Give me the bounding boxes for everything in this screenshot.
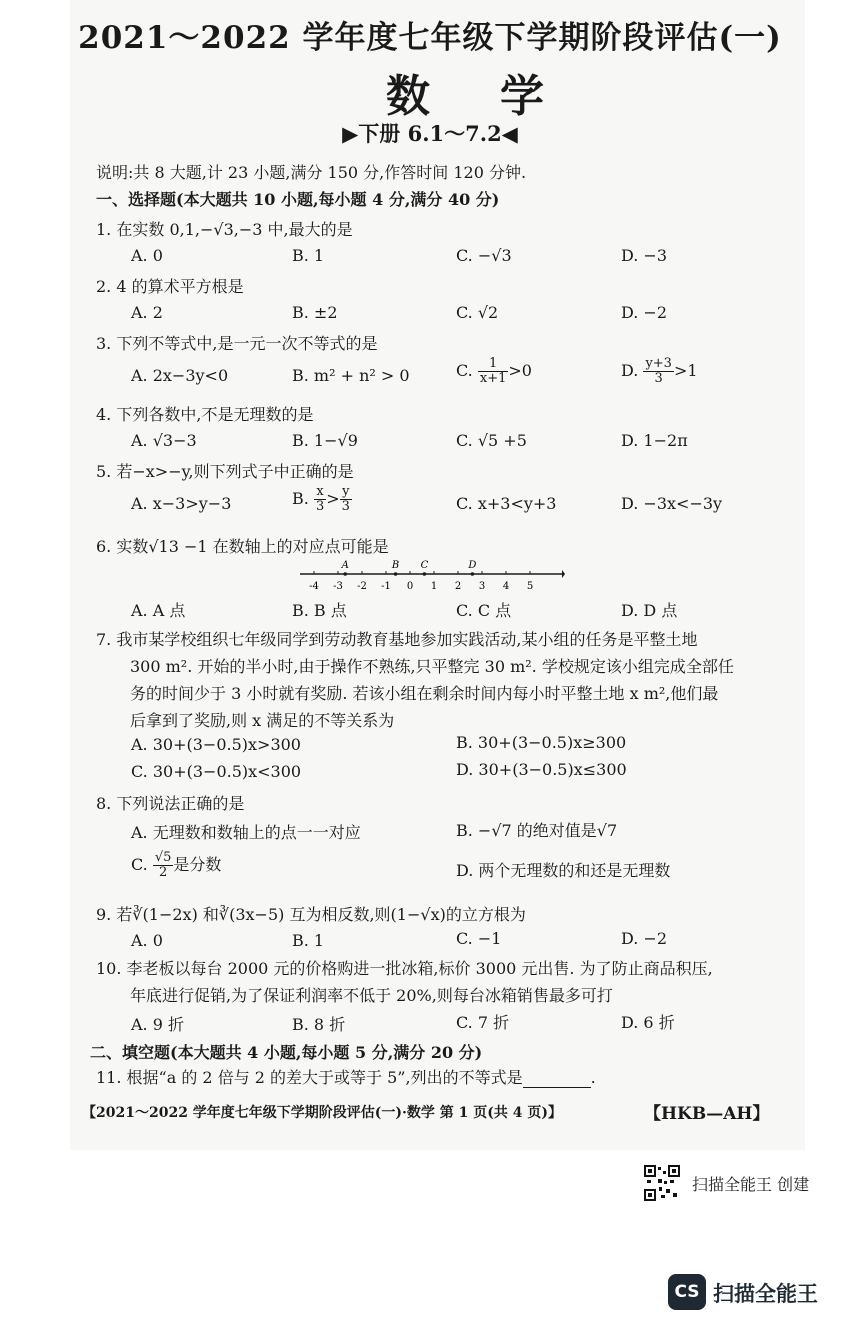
number-line-point xyxy=(343,572,347,576)
question-10-option-d: D. 6 折 xyxy=(621,1013,675,1032)
question-4-option-d: D. 1−2π xyxy=(621,431,688,450)
question-9-option-d: D. −2 xyxy=(621,929,668,948)
number-line-tick-label: 4 xyxy=(502,581,510,592)
section-1-heading: 一、选择题(本大题共 10 小题,每小题 4 分,满分 40 分) xyxy=(96,190,500,209)
scanner-brand: 扫描全能王 xyxy=(713,1282,818,1306)
instructions: 说明:共 8 大题,计 23 小题,满分 150 分,作答时间 120 分钟. xyxy=(96,163,527,182)
number-line-tick-label: -3 xyxy=(333,581,343,592)
question-6-option-b: B. B 点 xyxy=(292,601,347,620)
question-7-option-b: B. 30+(3−0.5)x≥300 xyxy=(456,733,627,752)
fraction: $\frac{1}{x+1}$ xyxy=(479,356,507,386)
number-line-point-label: A xyxy=(341,560,349,571)
question-7-line-2: 300 m². 开始的半小时,由于操作不熟练,只平整完 30 m². 学校规定该小组完成全部任 xyxy=(130,657,734,676)
fraction: $\frac{x}{3}$ xyxy=(315,484,325,514)
subject-title: 数学 xyxy=(386,71,614,122)
scanner-created-label: 扫描全能王 创建 xyxy=(692,1175,810,1194)
number-line xyxy=(300,558,565,594)
question-3-option-a: A. 2x−3y<0 xyxy=(131,366,229,385)
question-3-option-d: D. $\frac{y+3}{3}$ >1 xyxy=(621,356,698,386)
question-6-option-a: A. A 点 xyxy=(131,601,186,620)
section-2-heading: 二、填空题(本大题共 4 小题,每小题 5 分,满分 20 分) xyxy=(90,1043,483,1062)
qr-code-icon xyxy=(644,1165,680,1201)
answer-blank[interactable] xyxy=(523,1073,591,1088)
question-1-option-d: D. −3 xyxy=(621,246,668,265)
question-6-stem: 6. 实数√13 −1 在数轴上的对应点可能是 xyxy=(96,537,389,556)
number-line-point-label: B xyxy=(391,560,400,571)
number-line-point xyxy=(394,572,398,576)
number-line-tick-label: 3 xyxy=(478,581,486,592)
question-9-option-b: B. 1 xyxy=(292,931,325,950)
question-9-option-c: C. −1 xyxy=(456,929,502,948)
question-2-option-c: C. √2 xyxy=(456,303,499,322)
question-4-option-a: A. √3−3 xyxy=(131,431,197,450)
question-7-option-c: C. 30+(3−0.5)x<300 xyxy=(131,762,302,781)
number-line-tick-label: -1 xyxy=(381,581,391,592)
number-line-tick-label: -4 xyxy=(309,581,319,592)
question-5-option-a: A. x−3>y−3 xyxy=(131,494,232,513)
question-8-stem: 8. 下列说法正确的是 xyxy=(96,794,245,813)
fraction: $\frac{y}{3}$ xyxy=(341,484,350,514)
number-line-point xyxy=(471,572,475,576)
question-7-line-3: 务的时间少于 3 小时就有奖励. 若该小组在剩余时间内每小时平整土地 x m²,他们最 xyxy=(130,684,719,703)
question-2-option-b: B. ±2 xyxy=(292,303,338,322)
question-4-option-c: C. √5 +5 xyxy=(456,431,527,450)
cs-logo-icon: CS xyxy=(668,1274,706,1310)
question-2-option-a: A. 2 xyxy=(131,303,163,322)
question-1-stem: 1. 在实数 0,1,−√3,−3 中,最大的是 xyxy=(96,220,353,239)
question-10-line-2: 年底进行促销,为了保证利润率不低于 20%,则每台冰箱销售最多可打 xyxy=(130,986,613,1005)
fraction: $\frac{√5}{2}$ xyxy=(154,850,172,880)
question-5-option-d: D. −3x<−3y xyxy=(621,494,723,513)
question-10-option-a: A. 9 折 xyxy=(131,1015,184,1034)
number-line-tick-label: 1 xyxy=(430,581,438,592)
question-7-line-1: 7. 我市某学校组织七年级同学到劳动教育基地参加实践活动,某小组的任务是平整土地 xyxy=(96,630,698,649)
question-6-option-d: D. D 点 xyxy=(621,601,678,620)
number-line-tick-label: -2 xyxy=(357,581,367,592)
question-5-option-c: C. x+3<y+3 xyxy=(456,494,557,513)
question-1-option-a: A. 0 xyxy=(131,246,163,265)
question-11: 11. 根据“a 的 2 倍与 2 的差大于或等于 5”,列出的不等式是 . xyxy=(96,1068,596,1087)
number-line-point-label: C xyxy=(420,560,429,571)
chapter-range: ▶下册 6.1～7.2◀ xyxy=(342,121,518,146)
question-3-option-c: C. $\frac{1}{x+1}$ >0 xyxy=(456,356,532,386)
question-10-line-1: 10. 李老板以每台 2000 元的价格购进一批冰箱,标价 3000 元出售. 为了防止商品积压, xyxy=(96,959,713,978)
number-line-arrow xyxy=(562,570,565,578)
fraction: $\frac{y+3}{3}$ xyxy=(645,356,672,386)
exam-code: 【HKB—AH】 xyxy=(644,1104,770,1124)
question-7-option-d: D. 30+(3−0.5)x≤300 xyxy=(456,760,627,779)
question-5-stem: 5. 若−x>−y,则下列式子中正确的是 xyxy=(96,462,354,481)
question-2-option-d: D. −2 xyxy=(621,303,668,322)
question-9-stem: 9. 若∛(1−2x) 和∛(3x−5) 互为相反数,则(1−√x)的立方根为 xyxy=(96,905,526,924)
question-7-option-a: A. 30+(3−0.5)x>300 xyxy=(131,735,301,754)
question-8-option-c: C. $\frac{√5}{2}$ 是分数 xyxy=(131,850,222,880)
number-line-point-label: D xyxy=(468,560,477,571)
number-line-tick-label: 5 xyxy=(526,581,534,592)
question-8-option-d: D. 两个无理数的和还是无理数 xyxy=(456,861,671,880)
question-4-option-b: B. 1−√9 xyxy=(292,431,358,450)
question-10-option-c: C. 7 折 xyxy=(456,1013,510,1032)
question-10-option-b: B. 8 折 xyxy=(292,1015,346,1034)
page-footer: 【2021～2022 学年度七年级下学期阶段评估(一)·数学 第 1 页(共 4 页)】 xyxy=(82,1105,563,1121)
question-8-option-a: A. 无理数和数轴上的点一一对应 xyxy=(131,823,361,842)
question-5-option-b: B. $\frac{x}{3}$ > $\frac{y}{3}$ xyxy=(292,484,350,514)
number-line-point xyxy=(423,572,427,576)
question-9-option-a: A. 0 xyxy=(131,931,163,950)
question-7-line-4: 后拿到了奖励,则 x 满足的不等关系为 xyxy=(130,711,395,730)
number-line-tick-label: 2 xyxy=(454,581,462,592)
question-1-option-b: B. 1 xyxy=(292,246,325,265)
exam-title: 2021～2022 学年度七年级下学期阶段评估(一) xyxy=(78,20,782,56)
question-4-stem: 4. 下列各数中,不是无理数的是 xyxy=(96,405,314,424)
question-1-option-c: C. −√3 xyxy=(456,246,512,265)
question-2-stem: 2. 4 的算术平方根是 xyxy=(96,277,244,296)
question-8-option-b: B. −√7 的绝对值是√7 xyxy=(456,821,618,840)
question-6-option-c: C. C 点 xyxy=(456,601,512,620)
number-line-tick-label: 0 xyxy=(406,581,414,592)
question-3-option-b: B. m² + n² > 0 xyxy=(292,366,410,385)
question-3-stem: 3. 下列不等式中,是一元一次不等式的是 xyxy=(96,334,378,353)
